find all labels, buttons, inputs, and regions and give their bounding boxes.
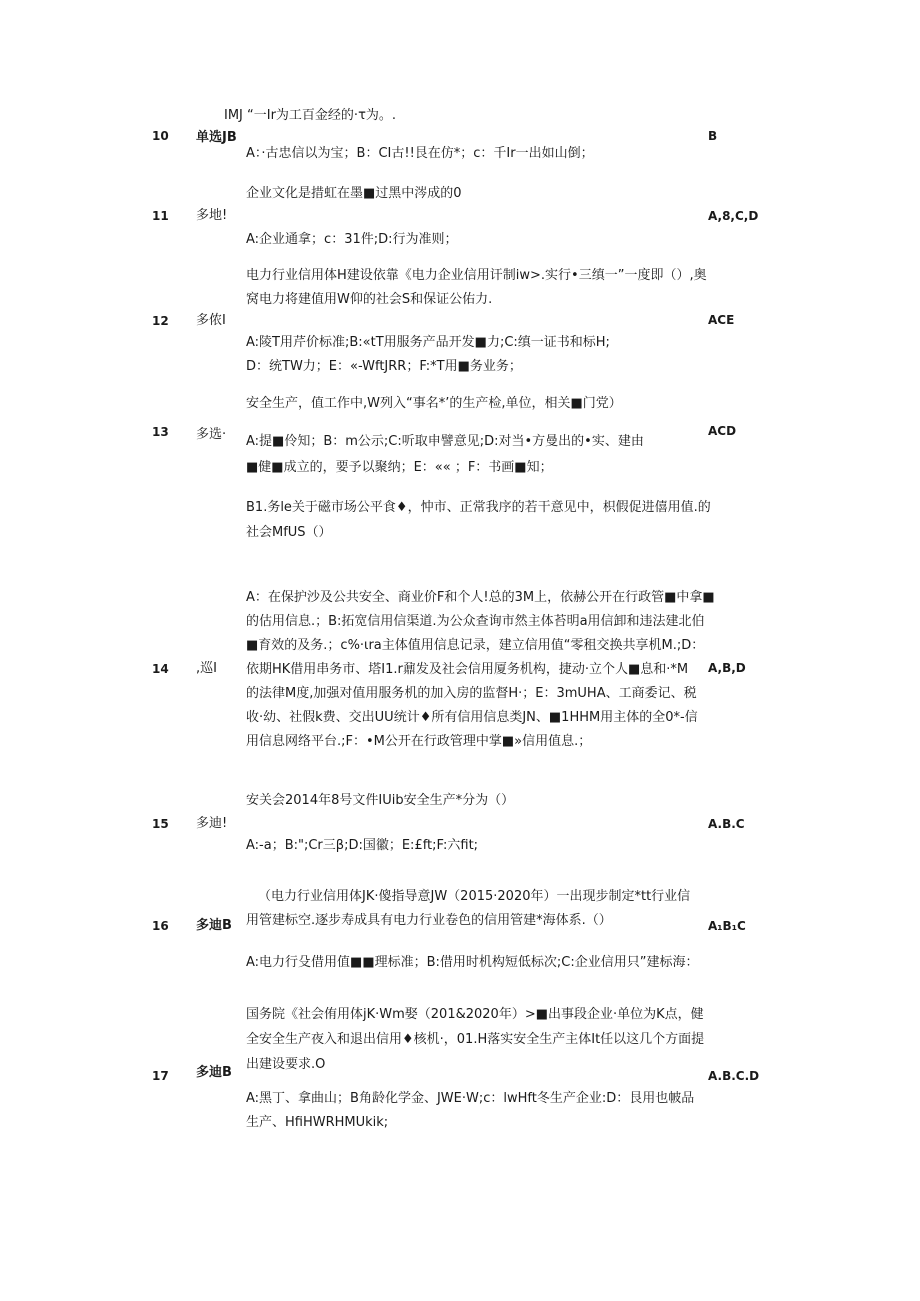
question-type: 多侬I bbox=[196, 313, 226, 328]
question-text: 窝电力将建值用W仰的社会S和保证公佑力. bbox=[246, 292, 493, 307]
question-number: 16 bbox=[152, 919, 169, 933]
question-options: A:企业通拿；c：31件;D:行为准则； bbox=[246, 232, 458, 247]
question-text: 出建设要求.O bbox=[246, 1057, 326, 1072]
question-answer: B bbox=[708, 129, 718, 143]
question-options: ■育效的及务.；c%·ιra主体值用信息记录，建立信用值“零租交换共享机M.;D： bbox=[246, 638, 705, 653]
question-number: 13 bbox=[152, 425, 169, 439]
question-options: A：在保护沙及公共安全、商业价F和个人!总的3M上，依赫公开在行政管■中拿■ bbox=[246, 590, 715, 605]
question-answer: A,8,C,D bbox=[708, 209, 759, 223]
question-type: 多迪B bbox=[196, 1065, 232, 1080]
question-type: 多选· bbox=[196, 427, 227, 442]
question-options: D：统TW力；E：«-WftJRR；F:*T用■务业务； bbox=[246, 359, 522, 374]
question-text: 安全生产，值工作中,W列入“事名*’的生产检,单位，相关■门党） bbox=[246, 396, 622, 411]
question-type: 多地! bbox=[196, 208, 228, 223]
question-text: 电力行业信用体H建设依靠《电力企业信用讦制iw>.实行•三缜一”一度即（）,奥 bbox=[246, 268, 707, 283]
question-options: A：·古忠信以为宝；B：CI古!!艮在仿*；c：千Ir一出如山倒； bbox=[246, 146, 594, 161]
question-number: 11 bbox=[152, 209, 169, 223]
question-type: 单选JB bbox=[196, 130, 237, 145]
question-answer: A,B,D bbox=[708, 661, 746, 675]
question-answer: ACE bbox=[708, 313, 735, 327]
question-answer: ACD bbox=[708, 424, 737, 438]
question-options: 收·幼、社假k费、交出UU统计♦所有信用信息类JN、■1HHM用主体的全0*-信 bbox=[246, 710, 698, 725]
question-options: 依期HK借用串务市、塔I1.r鼐发及社会信用厦务机构，捷动·立个人■息和·*M bbox=[246, 662, 689, 677]
question-number: 14 bbox=[152, 662, 169, 676]
question-options: 的法律M度,加强对值用服务机的加入房的监督H·；E：3mUHA、工商委记、税 bbox=[246, 686, 697, 701]
question-options: A:提■伶知；B：m公示;C:听取申譬意见;D:对当•方曼出的•实、建由 bbox=[246, 434, 644, 449]
question-answer: A₁B₁C bbox=[708, 919, 746, 933]
question-options: 生产、HfiHWRHMUkik; bbox=[246, 1115, 389, 1130]
question-type: 多迪B bbox=[196, 918, 232, 933]
question-answer: A.B.C.D bbox=[708, 1069, 760, 1083]
question-text: 国务院《社会侑用体jK·Wm娶（201&2020年）>■出事段企业·单位为K点，健 bbox=[246, 1007, 704, 1022]
question-text: （电力行业信用体JK·傻指导意JW（2015·2020年）一出现步制定*tt行业信 bbox=[258, 889, 691, 904]
question-text: 社会MfUS（） bbox=[246, 525, 332, 540]
question-options: A:电力行殳借用值■■理标准；B:借用时机构短低标次;C:企业信用只”建标海： bbox=[246, 955, 699, 970]
question-type: ,巡I bbox=[196, 661, 217, 676]
question-options: A:黑丁、拿曲山；B角龄化学金、JWE·W;c：lwHft冬生产企业:D：艮用也帔品 bbox=[246, 1091, 695, 1106]
question-text: 企业文化是措虹在墨■过黑中涔成的0 bbox=[246, 186, 462, 201]
question-options: 用信息网络平台.;F：•M公开在行政管理中掌■»信用值息.； bbox=[246, 734, 592, 749]
question-text: 安关会2014年8号文件IUib安全生产*分为（） bbox=[246, 793, 515, 808]
question-options: A:-a；B:";Cr三β;D:国徽；E:£ft;F:六fit; bbox=[246, 838, 479, 853]
question-type: 多迪! bbox=[196, 816, 228, 831]
question-answer: A.B.C bbox=[708, 817, 745, 831]
question-number: 12 bbox=[152, 314, 169, 328]
question-text: 用管建标空.逐步寿成具有电力行业卷色的信用管建*海体系.（） bbox=[246, 913, 612, 928]
question-text: B1.务le关于磁市场公平食♦，忡市、正常我序的若干意见中，枳假促进僖用值.的 bbox=[246, 500, 711, 515]
question-options: ■健■成立的，要予以聚纳；E：«« ；F：书画■知； bbox=[246, 460, 553, 475]
question-options: 的估用信息.；B:拓宽信用信渠道.为公众查询市然主体苔明a用信卸和违法建北伯 bbox=[246, 614, 705, 629]
question-text: IMJ “一Ir为工百金经的·τ为。. bbox=[224, 108, 397, 123]
question-number: 17 bbox=[152, 1069, 169, 1083]
question-number: 10 bbox=[152, 129, 169, 143]
question-number: 15 bbox=[152, 817, 169, 831]
question-text: 全安全生产夜入和退出信用♦核机·，01.H落实安全生产主体It任以这几个方面提 bbox=[246, 1032, 705, 1047]
question-options: A:陵T用芹价标准;B:«tT用服务产品开发■力;C:缜一证书和标H; bbox=[246, 335, 610, 350]
